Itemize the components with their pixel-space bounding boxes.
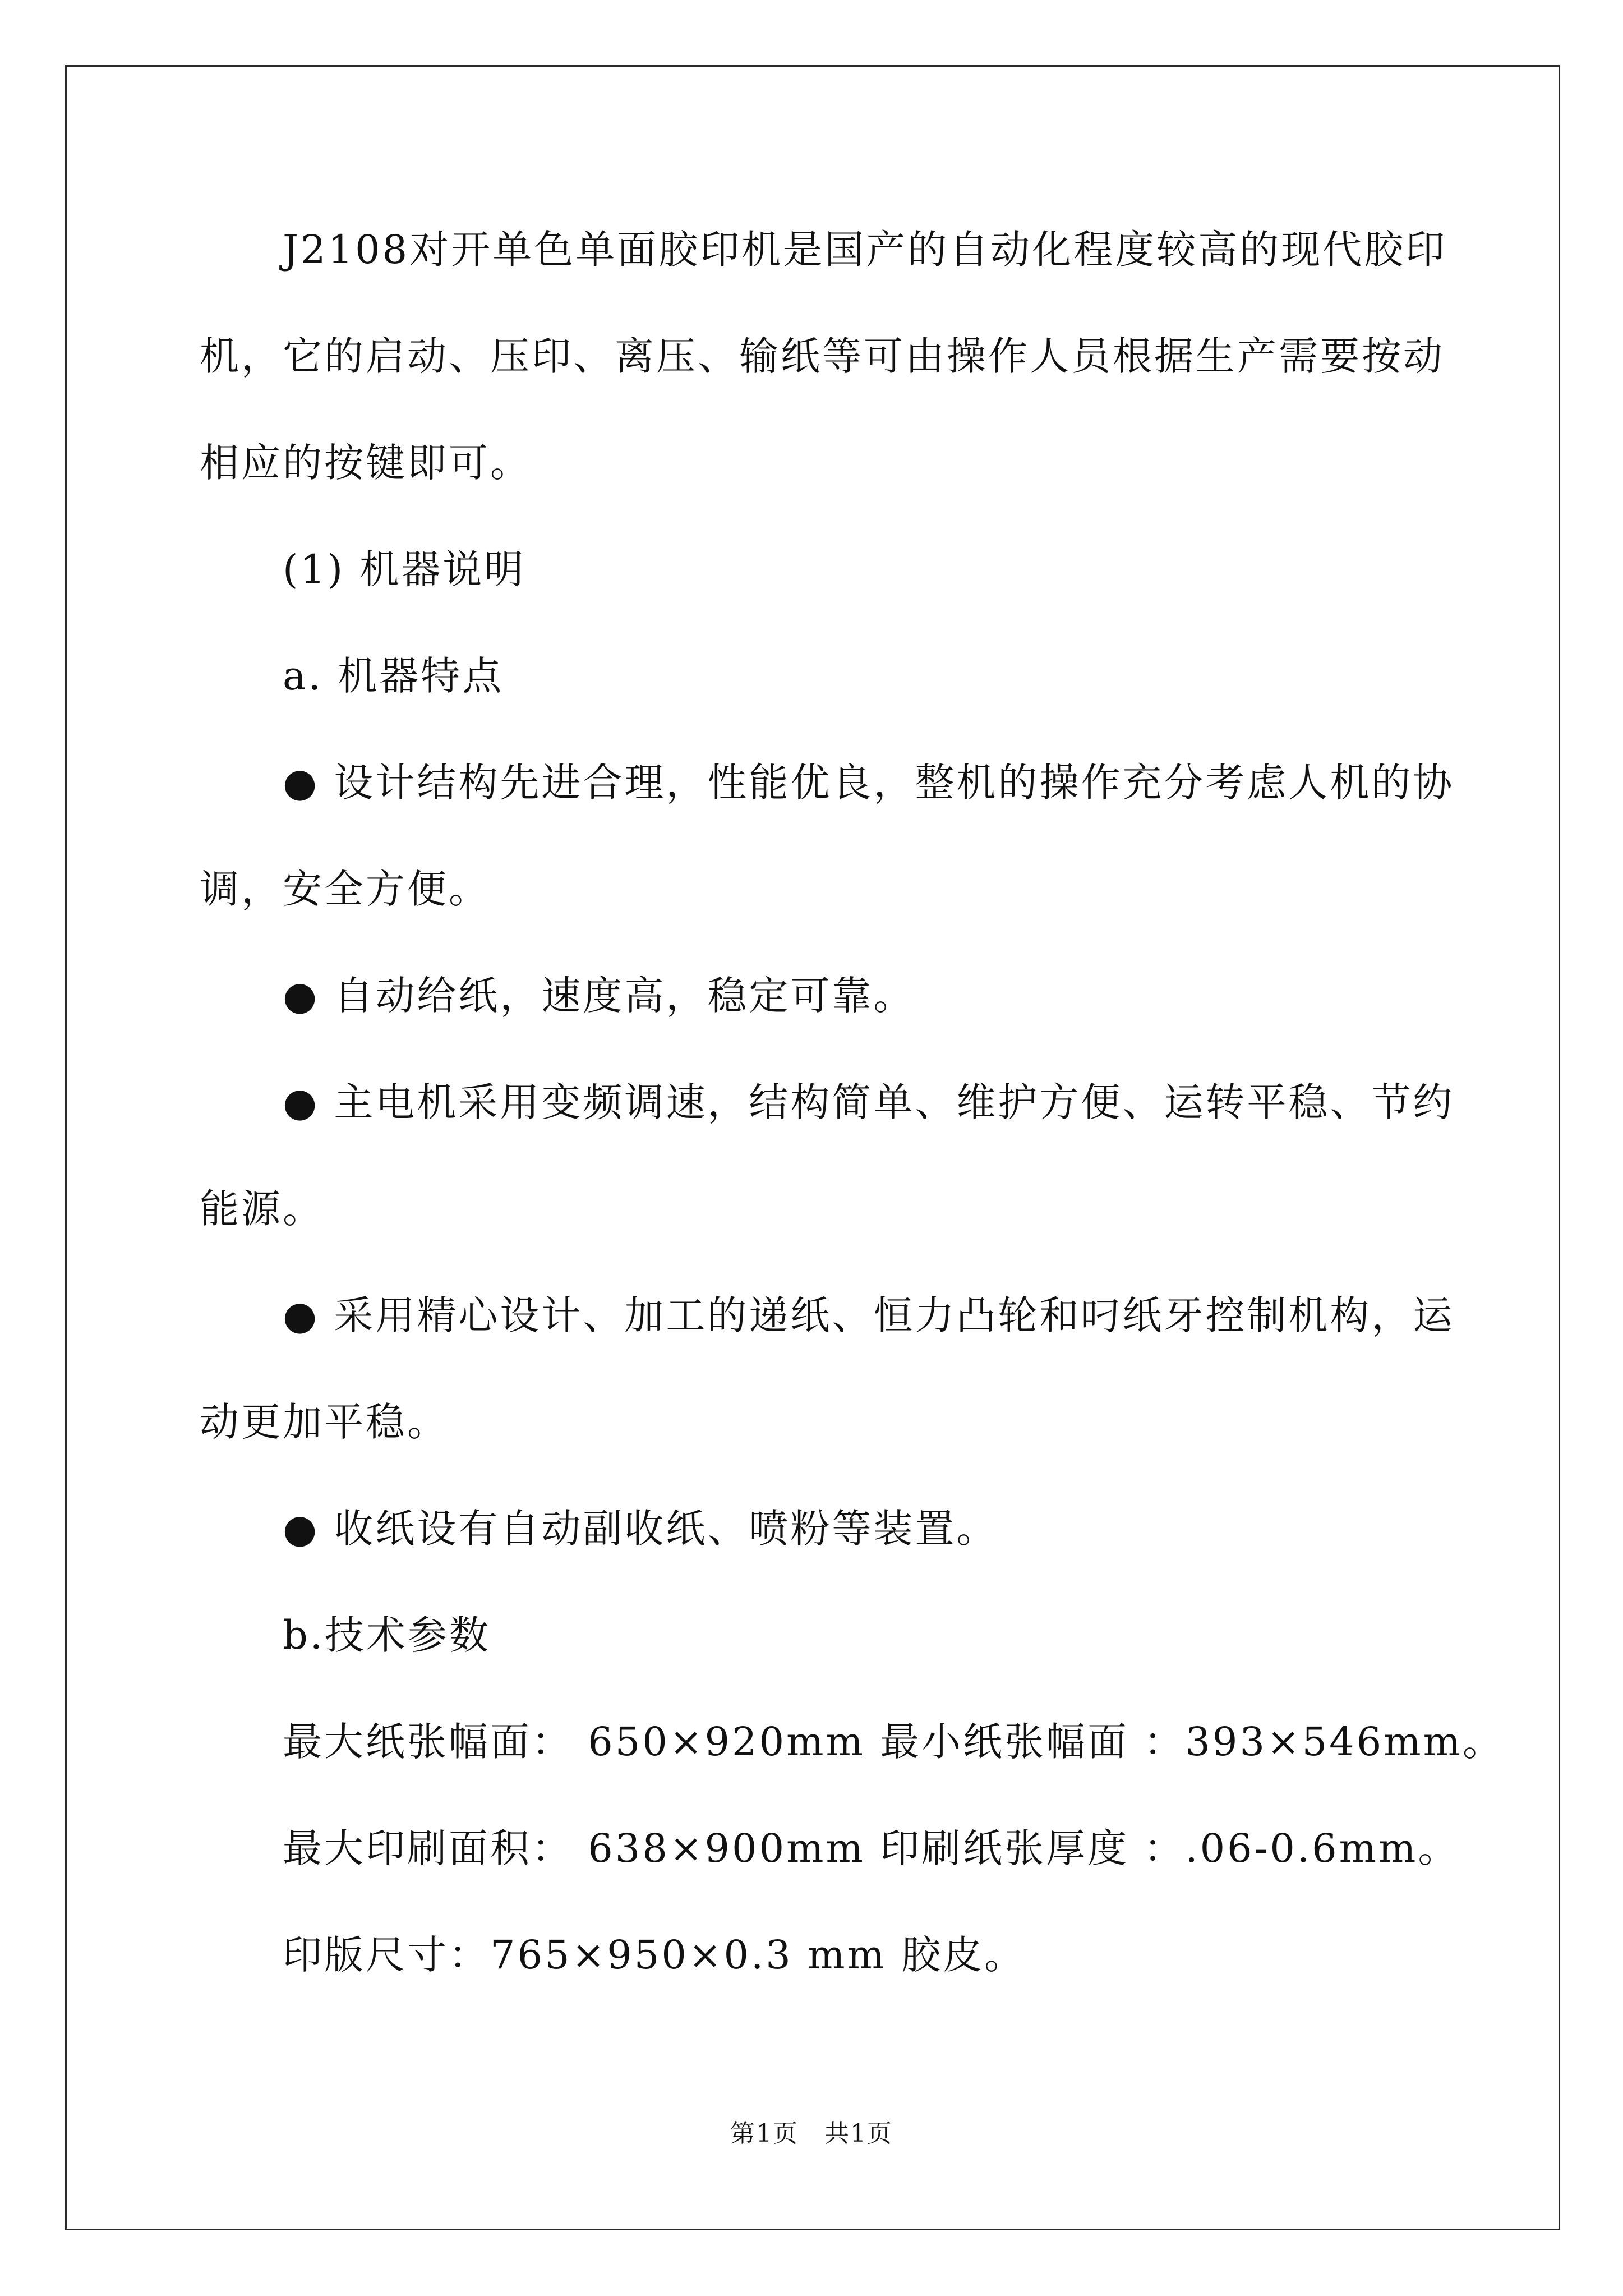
bullet-continuation: 能源。 — [200, 1186, 324, 1232]
spec-line: 印版尺寸：765×950×0.3 mm 胶皮。 — [200, 1932, 1026, 1978]
paragraph-line: J2108对开单色单面胶印机是国产的自动化程度较高的现代胶印 — [200, 227, 1447, 273]
bullet-item: ● 设计结构先进合理，性能优良，整机的操作充分考虑人机的协 — [200, 760, 1455, 806]
subsection-heading: a. 机器特点 — [200, 653, 504, 699]
paragraph-line: 相应的按键即可。 — [200, 440, 532, 486]
bullet-continuation: 调，安全方便。 — [200, 866, 490, 912]
bullet-item: ● 主电机采用变频调速，结构简单、维护方便、运转平稳、节约 — [200, 1079, 1455, 1125]
bullet-item: ● 自动给纸，速度高，稳定可靠。 — [200, 973, 915, 1019]
bullet-continuation: 动更加平稳。 — [200, 1399, 449, 1445]
page-footer: 第1页 共1页 — [730, 2119, 893, 2148]
bullet-item: ● 收纸设有自动副收纸、喷粉等装置。 — [200, 1506, 998, 1552]
section-heading: (1) 机器说明 — [200, 546, 526, 592]
spec-line: 最大印刷面积： 638×900mm 印刷纸张厚度 ：.06-0.6mm。 — [200, 1825, 1460, 1871]
bullet-item: ● 采用精心设计、加工的递纸、恒力凸轮和叼纸牙控制机构，运 — [200, 1292, 1455, 1338]
paragraph-line: 机，它的启动、压印、离压、输纸等可由操作人员根据生产需要按动 — [200, 333, 1445, 379]
spec-line: 最大纸张幅面： 650×920mm 最小纸张幅面 ：393×546mm。 — [200, 1719, 1504, 1765]
subsection-heading: b.技术参数 — [200, 1612, 491, 1658]
page-border — [65, 65, 1560, 2230]
